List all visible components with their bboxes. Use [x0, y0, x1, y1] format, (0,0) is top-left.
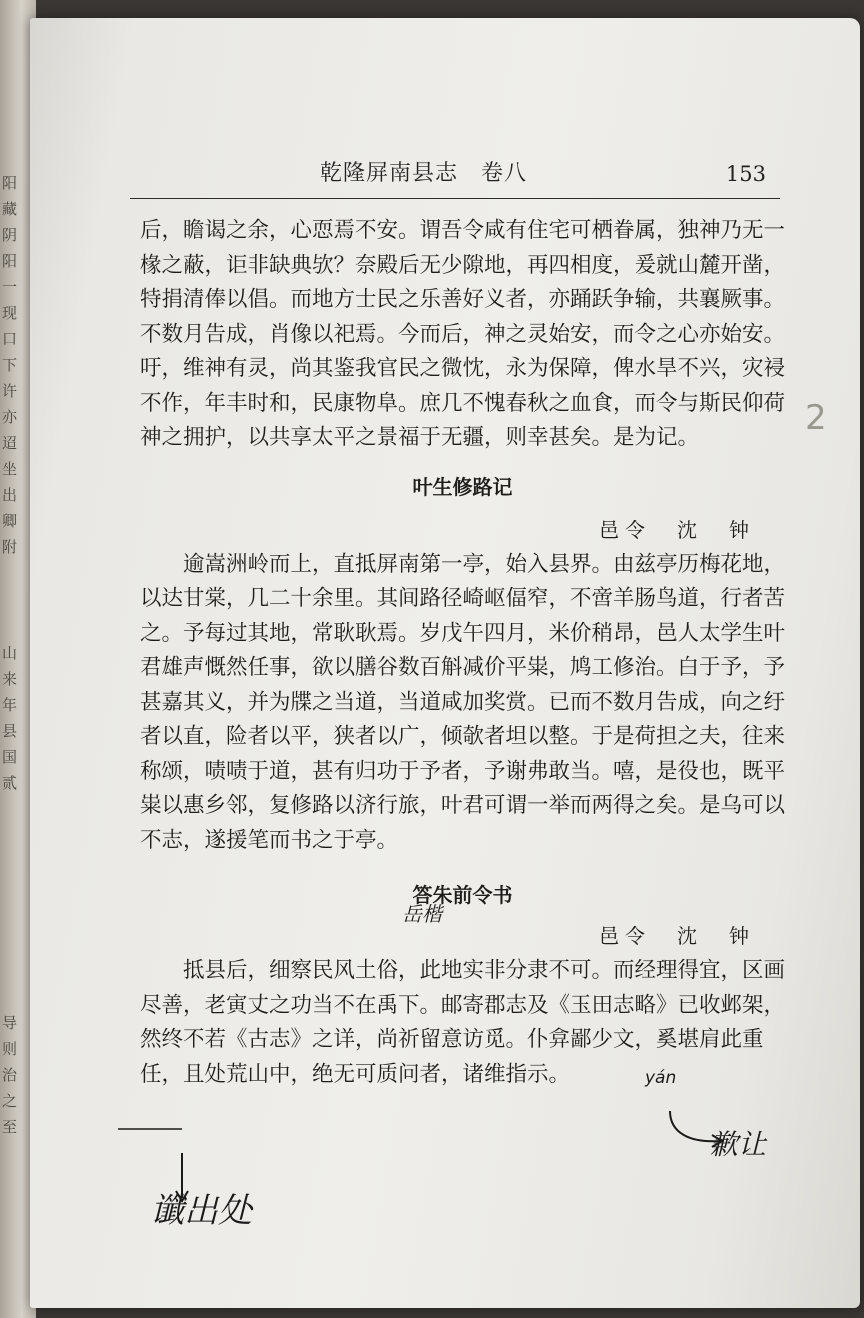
left-page-fragments — [2, 170, 22, 560]
handwritten-note-title: 岳楷 — [402, 902, 442, 926]
page-body — [140, 214, 785, 1092]
book-title: 乾隆屏南县志 卷八 — [320, 161, 528, 186]
page-number: 153 — [725, 162, 766, 186]
left-fragment: 阴阳 — [2, 226, 18, 270]
left-fragment: 县 — [2, 722, 18, 740]
handwritten-note-yan: yán — [645, 1068, 677, 1088]
section-title-letter: 答朱前令书 — [412, 883, 513, 907]
left-fragment: 藏 — [2, 200, 18, 218]
section-text-letter: 抵县后，细察民风土俗，此地实非分隶不可。而经理得宜，区画尽善，老寅丈之功当不在禹下。邮寄郡志及《玉田志略》已收邺架，然终不若《古志》之详，尚祈留意访觅。仆弇鄙少文，奚堪肩此重任，且处荒山中，绝无可质问者，诸维指示。 — [140, 958, 786, 1087]
left-fragment: 导 — [2, 1014, 18, 1032]
book-page — [30, 18, 860, 1308]
handwritten-note-kuirang: 歉让 — [710, 1128, 767, 1161]
left-fragment: 则 — [2, 1040, 18, 1058]
section-author: 邑令 沈 钟 — [599, 924, 755, 948]
left-fragment: 至 — [2, 1118, 18, 1136]
arrow-curve-icon — [670, 1111, 720, 1141]
left-page-fragments-3 — [2, 1010, 22, 1140]
left-fragment: 山 — [2, 644, 18, 662]
left-fragment: 之 — [2, 1092, 18, 1110]
left-fragment: 坐出 — [2, 460, 18, 504]
running-header — [130, 150, 780, 199]
left-fragment: 阳 — [2, 174, 18, 192]
left-fragment: 国 — [2, 748, 18, 766]
left-fragment: 年 — [2, 696, 18, 714]
section-title-road-repair: 叶生修路记 — [412, 474, 513, 499]
left-fragment: 贰 — [2, 774, 18, 792]
left-fragment: 许 — [2, 382, 18, 400]
left-fragment: 亦迢 — [2, 408, 18, 452]
handwritten-strokes — [110, 1103, 810, 1233]
section-text-road-repair: 逾嵩洲岭而上，直抵屏南第一亭，始入县界。由兹亭历梅花地，以达甘棠，几二十余里。其间路径崎岖偪窄，不啻羊肠鸟道，行者苦之。予每过其地，常耿耿焉。岁戊午四月，米价稍昂，邑人太学生叶君雄声慨然任事，欲以膳谷数百斛减价平粜，鸠工修治。白于予，予甚嘉其义，并为牒之当道，当道咸加奖赏。已而不数月告成，向之纡者以直，险者以平，狭者以广，倾欹者坦以整。于是荷担之夫，往来称颂，啧啧于道，甚有归功于予者，予谢弗敢当。嘻，是役也，既平粜以惠乡邻，复修路以济行旅，叶君可谓一举而两得之矣。是乌可以不志，遂援笔而书之于亭。 — [140, 551, 786, 853]
left-fragment: 口下 — [2, 330, 18, 374]
left-page-fragments-2 — [2, 640, 22, 796]
left-fragment: 卿附 — [2, 512, 18, 556]
continued-paragraph: 后，瞻谒之余，心恧焉不安。谓吾令咸有住宅可栖眷属，独神乃无一椽之蔽，讵非缺典欤？奈殿后无少隙地，再四相度，爰就山麓开凿，特捐清俸以倡。而地方士民之乐善好义者，亦踊跃争输，共襄厥事。不数月告成，肖像以祀焉。今而后，神之灵始安，而令之心亦始安。吁，维神有灵，尚其鉴我官民之微忱，永为保障，俾水旱不兴，灾祲不作，年丰时和，民康物阜。庶几不愧春秋之血食，而令与斯民仰荷神之拥护，以共享太平之景福于无疆，则幸甚矣。是为记。 — [140, 218, 786, 450]
handwritten-note-bottom: 谶出处 — [150, 1191, 252, 1231]
left-fragment: 治 — [2, 1066, 18, 1084]
pencil-mark: 2 — [805, 398, 827, 438]
left-fragment: 一现 — [2, 278, 18, 322]
section-author: 邑令 沈 钟 — [599, 517, 755, 542]
left-fragment: 来 — [2, 670, 18, 688]
